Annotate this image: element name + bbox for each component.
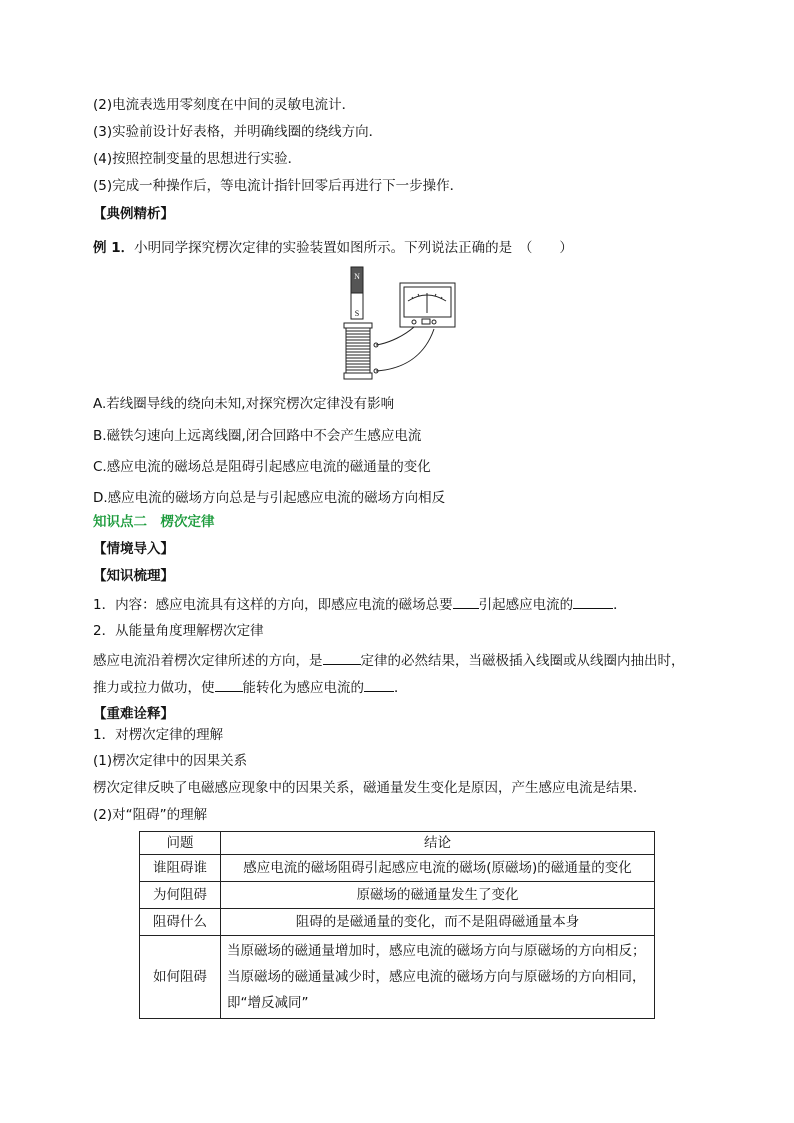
option-c: C.感应电流的磁场总是阻碍引起感应电流的磁通量的变化 (93, 459, 431, 475)
energy-paragraph-line-2 (93, 677, 408, 697)
situation-intro-heading: 【情境导入】 (93, 541, 174, 557)
table-cell: 如何阻碍 (140, 936, 221, 1019)
item1-part-c: ． (613, 597, 627, 613)
blank-5 (364, 677, 394, 692)
blank-3 (323, 650, 361, 665)
note-3: (3)实验前设计好表格，并明确线圈的绕线方向． (93, 124, 383, 140)
table-row (140, 855, 655, 882)
note-4: (4)按照控制变量的思想进行实验． (93, 151, 302, 167)
magnet-n-label: N (354, 272, 360, 281)
difficulty-s1: (1)楞次定律中的因果关系 (93, 753, 248, 769)
option-b: B.磁铁匀速向上远离线圈,闭合回路中不会产生感应电流 (93, 428, 422, 444)
table-cell: 原磁场的磁通量发生了变化 (221, 882, 655, 909)
difficulty-s1-text: 楞次定律反映了电磁感应现象中的因果关系，磁通量发生变化是原因，产生感应电流是结果． (93, 780, 647, 796)
table-cell: 为何阻碍 (140, 882, 221, 909)
example-question (93, 239, 573, 257)
content-item-2: 2．从能量角度理解楞次定律 (93, 623, 264, 639)
table-cell: 感应电流的磁场阻碍引起感应电流的磁场(原磁场)的磁通量的变化 (221, 855, 655, 882)
option-a: A.若线圈导线的绕向未知,对探究楞次定律没有影响 (93, 396, 395, 412)
item1-part-b: 引起感应电流的 (478, 597, 574, 613)
knowledge-review-heading: 【知识梳理】 (93, 568, 174, 584)
experiment-figure (330, 265, 460, 387)
section-example-heading: 【典例精析】 (93, 206, 174, 222)
hinder-table (139, 831, 655, 1019)
table-header-cell: 问题 (140, 832, 221, 855)
table-cell: 阻碍什么 (140, 909, 221, 936)
magnet-s-label: S (354, 309, 360, 318)
knowledge-point-2-title: 知识点二 楞次定律 (93, 514, 215, 530)
difficulty-s2: (2)对“阻碍”的理解 (93, 807, 208, 823)
table-header-row (140, 832, 655, 855)
table-cell: 阻碍的是磁通量的变化，而不是阻碍磁通量本身 (221, 909, 655, 936)
content-item-1 (93, 594, 627, 614)
example-label: 例 1． (93, 240, 135, 256)
note-5: (5)完成一种操作后，等电流计指针回零后再进行下一步操作． (93, 178, 464, 194)
p1-part-a: 感应电流沿着楞次定律所述的方向，是 (93, 653, 323, 669)
p2-part-c: ． (394, 680, 408, 696)
difficulty-heading: 【重难诠释】 (93, 706, 174, 722)
energy-paragraph-line-1 (93, 650, 685, 670)
p2-part-a: 推力或拉力做功，使 (93, 680, 215, 696)
p1-part-b: 定律的必然结果，当磁极插入线圈或从线圈内抽出时， (360, 653, 685, 669)
table-row (140, 882, 655, 909)
blank-4 (215, 677, 243, 692)
difficulty-h1: 1．对楞次定律的理解 (93, 727, 224, 743)
blank-1 (453, 594, 479, 609)
table-cell: 谁阻碍谁 (140, 855, 221, 882)
p2-part-b: 能转化为感应电流的 (242, 680, 364, 696)
table-row (140, 936, 655, 1019)
blank-2 (573, 594, 613, 609)
item1-part-a: 1．内容：感应电流具有这样的方向，即感应电流的磁场总要 (93, 597, 453, 613)
table-cell: 当原磁场的磁通量增加时，感应电流的磁场方向与原磁场的方向相反；当原磁场的磁通量减少时，感应电流的磁场方向与原磁场的方向相同，即“增反减同” (221, 936, 655, 1019)
option-d: D.感应电流的磁场方向总是与引起感应电流的磁场方向相反 (93, 490, 446, 506)
table-row (140, 909, 655, 936)
example-stem: 小明同学探究楞次定律的实验装置如图所示。下列说法正确的是 （ ） (134, 240, 573, 256)
note-2: (2)电流表选用零刻度在中间的灵敏电流计． (93, 97, 356, 113)
table-header-cell: 结论 (221, 832, 655, 855)
